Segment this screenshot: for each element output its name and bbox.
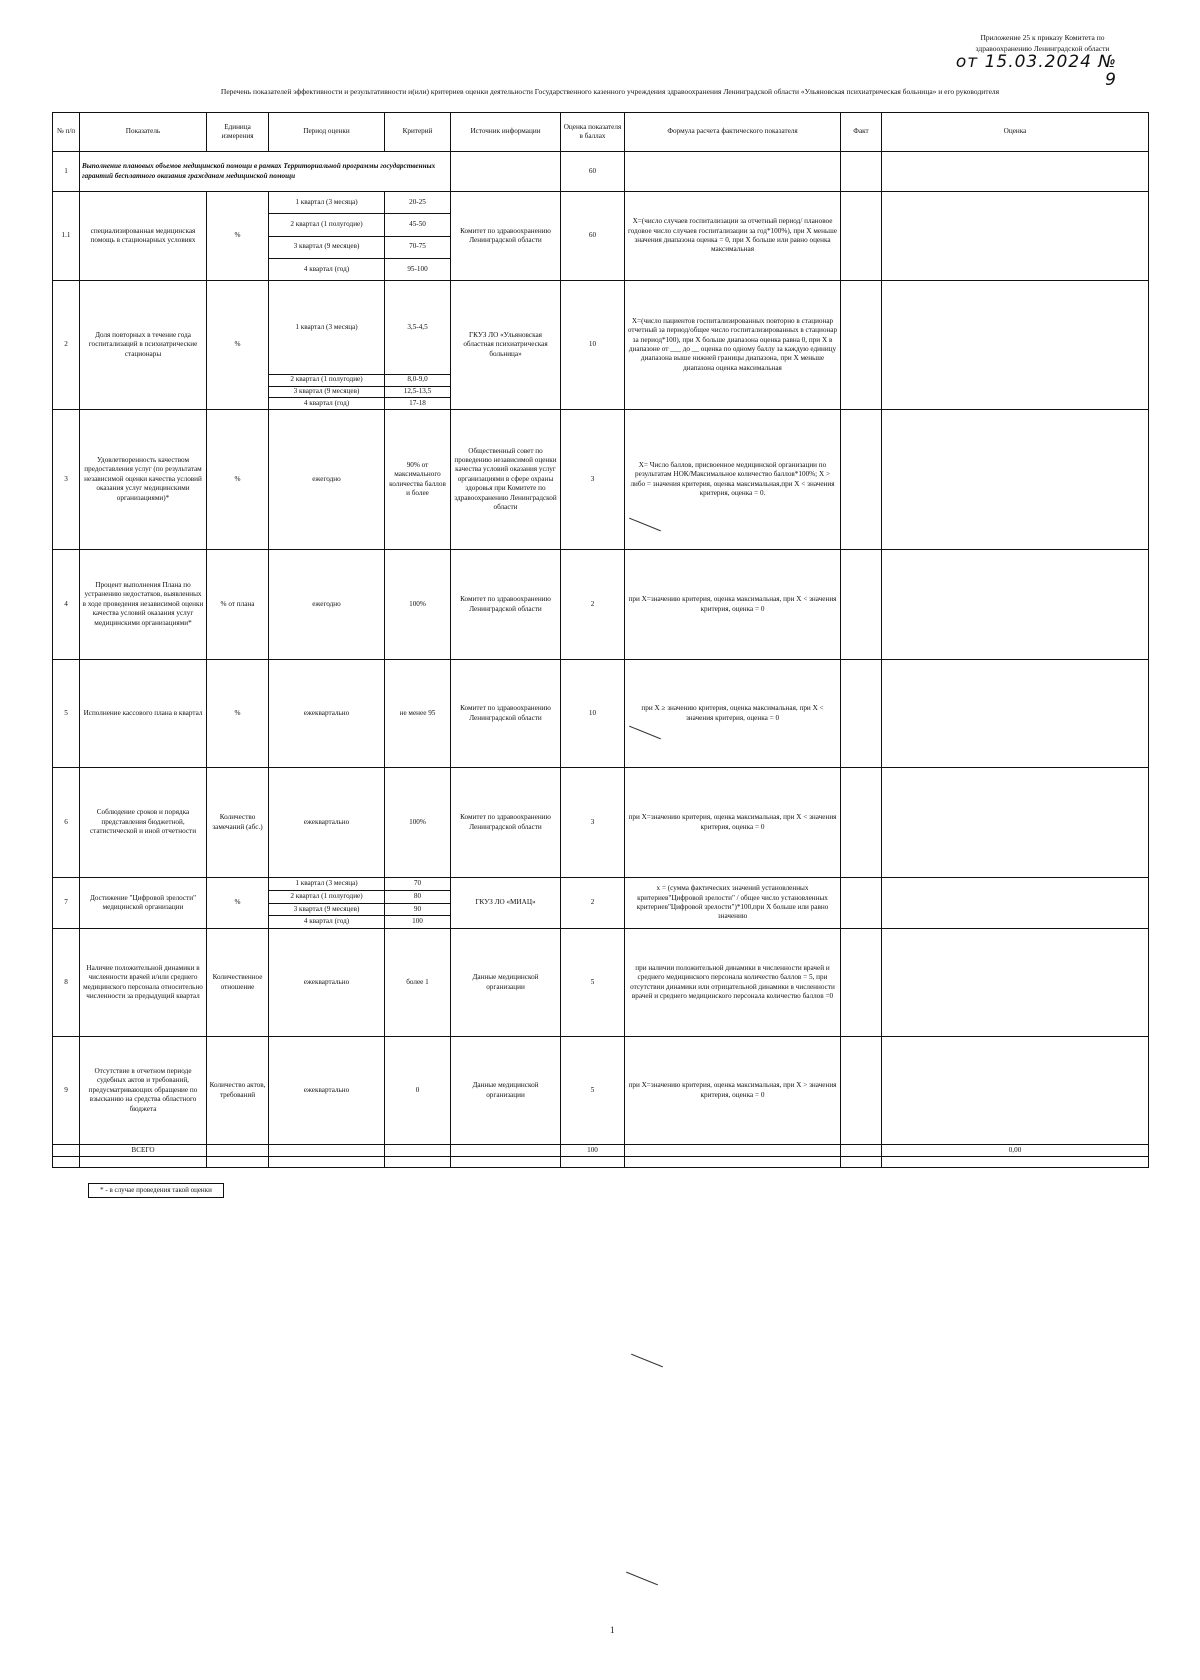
row-fact (841, 768, 882, 878)
row-fact (841, 929, 882, 1037)
col-indicator: Показатель (80, 113, 207, 152)
row-number: 5 (53, 660, 80, 768)
row-indicator: Отсутствие в отчетном периоде судебных актов и требований, предусматривающих обращение по взысканию на средства областного бюджета (80, 1037, 207, 1145)
row-score: 10 (561, 281, 625, 410)
row-periods (269, 878, 385, 929)
total-evaluation: 0,00 (882, 1145, 1149, 1157)
row-evaluation (882, 192, 1149, 281)
row-fact (841, 281, 882, 410)
row-period: ежеквартально (269, 1037, 385, 1145)
col-fact: Факт (841, 113, 882, 152)
row-unit: Количественное отношение (207, 929, 269, 1037)
period-item: 2 квартал (1 полугодие) (269, 214, 384, 236)
row-evaluation (882, 281, 1149, 410)
period-item: 2 квартал (1 полугодие) (269, 891, 384, 904)
row-number: 8 (53, 929, 80, 1037)
row-score: 60 (561, 192, 625, 281)
period-item: 1 квартал (3 месяца) (269, 192, 384, 214)
criterion-item: 95-100 (407, 264, 428, 273)
col-score: Оценка показателя в баллах (561, 113, 625, 152)
col-period: Период оценки (269, 113, 385, 152)
row-period: ежегодно (269, 550, 385, 660)
row-source: Данные медицинской организации (451, 1037, 561, 1145)
appendix-line2: здравоохранению Ленинградской области (975, 44, 1110, 53)
criterion-item: 90 (385, 904, 450, 917)
period-item: 1 квартал (3 месяца) (269, 281, 384, 375)
row-source: Общественный совет по проведению независимой оценки качества условий оказания услуг организациями в сфере охраны здоровья при Комитете по здравоохранению Ленинградской области (451, 410, 561, 550)
table-row (53, 660, 1149, 768)
col-source: Источник информации (451, 113, 561, 152)
period-item: 4 квартал (год) (303, 917, 350, 926)
footnote: * - в случае проведения такой оценки (88, 1183, 224, 1198)
scan-mark (626, 1572, 658, 1586)
col-number: № п/п (53, 113, 80, 152)
row-criterion: не менее 95 (385, 660, 451, 768)
row-source: Комитет по здравоохранению Ленинградской области (451, 550, 561, 660)
row-number: 6 (53, 768, 80, 878)
table-row (53, 281, 1149, 410)
row-criterion: более 1 (385, 929, 451, 1037)
row-formula: Х=(число пациентов госпитализированных повторно в стационар отчетный за период/общее число госпитализированных в стационар за период*100), при Х больше диапазона оценка равна 0, при Х в диапазоне от ___ до __ оценка по одному баллу за каждую единицу диапазона выше нижней границы диапазона, при Х меньше диапазона оценка максимальная (625, 281, 841, 410)
page-number: 1 (610, 1625, 615, 1635)
criterion-item: 17-18 (409, 398, 426, 407)
row-criterion: 100% (385, 550, 451, 660)
row-formula: х = (сумма фактических значений установленных критериев"Цифровой зрелости" / общее число установленных критериев"Цифровой зрелости")*100,при Х больше или равно значению (625, 878, 841, 929)
row-unit: Количество замечаний (абс.) (207, 768, 269, 878)
row-score: 2 (561, 550, 625, 660)
table-header-row (53, 113, 1149, 152)
row-score: 3 (561, 768, 625, 878)
scan-mark (631, 1354, 663, 1368)
row-score: 60 (561, 152, 625, 192)
col-unit: Единица измерения (207, 113, 269, 152)
row-evaluation (882, 550, 1149, 660)
row-source: Данные медицинской организации (451, 929, 561, 1037)
table-row (53, 410, 1149, 550)
indicators-table (52, 112, 1149, 1168)
row-unit: % (207, 281, 269, 410)
period-item: 3 квартал (9 месяцев) (269, 237, 384, 259)
row-indicator: Соблюдение сроков и порядка представления бюджетной, статистической и иной отчетности (80, 768, 207, 878)
row-indicator: Наличие положительной динамики в численности врачей и/или среднего медицинского персонала относительно численности за предыдущий квартал (80, 929, 207, 1037)
table-row (53, 929, 1149, 1037)
row-source: ГКУЗ ЛО «МИАЦ» (451, 878, 561, 929)
criterion-item: 45-50 (385, 214, 450, 236)
row-evaluation (882, 878, 1149, 929)
col-criterion: Критерий (385, 113, 451, 152)
row-number: 2 (53, 281, 80, 410)
row-evaluation (882, 152, 1149, 192)
document-title: Перечень показателей эффективности и результативности и(или) критериев оценки деятельности Государственного казенного учреждения здравоохранения Ленинградской области «Ульяновская психиатрическая больница» и его руководителя (220, 87, 1000, 96)
row-period: ежеквартально (269, 929, 385, 1037)
row-unit: % от плана (207, 550, 269, 660)
period-item: 4 квартал (год) (303, 264, 350, 273)
row-fact (841, 660, 882, 768)
criterion-item: 70-75 (385, 237, 450, 259)
row-formula: Х=(число случаев госпитализации за отчетный период/ плановое годовое число случаев госпитализации за год*100%), при Х меньше значения диапазона оценка = 0, при Х больше или равно оценка максимальная (625, 192, 841, 281)
row-criteria (385, 878, 451, 929)
row-evaluation (882, 768, 1149, 878)
row-unit: % (207, 192, 269, 281)
row-source: Комитет по здравоохранению Ленинградской области (451, 768, 561, 878)
row-evaluation (882, 410, 1149, 550)
criterion-item: 12,5-13,5 (385, 387, 450, 399)
col-formula: Формула расчета фактического показателя (625, 113, 841, 152)
appendix-line1: Приложение 25 к приказу Комитета по (980, 33, 1105, 42)
criterion-item: 70 (385, 878, 450, 891)
row-formula: при наличии положительной динамики в численности врачей и среднего медицинского персонала количество баллов = 5, при отсутствии динамики или отрицательной динамики в численности врачей и среднего медицинского персонала количество баллов =0 (625, 929, 841, 1037)
row-score: 2 (561, 878, 625, 929)
row-periods (269, 192, 385, 281)
row-score: 3 (561, 410, 625, 550)
appendix-header (950, 32, 1135, 89)
period-item: 1 квартал (3 месяца) (269, 878, 384, 891)
period-item: 3 квартал (9 месяцев) (269, 387, 384, 399)
row-source: Комитет по здравоохранению Ленинградской области (451, 192, 561, 281)
table-row (53, 550, 1149, 660)
row-number: 1.1 (53, 192, 80, 281)
row-formula: при Х=значению критерия, оценка максимальная, при Х > значения критерия, оценка = 0 (625, 1037, 841, 1145)
appendix-date: от 15.03.2024 № 9 (955, 52, 1117, 90)
row-period: ежегодно (269, 410, 385, 550)
criterion-item: 8,0-9,0 (385, 375, 450, 387)
row-fact (841, 410, 882, 550)
criterion-item: 3,5-4,5 (385, 281, 450, 375)
criterion-item: 100 (412, 917, 423, 926)
period-item: 2 квартал (1 полугодие) (269, 375, 384, 387)
row-criteria (385, 281, 451, 410)
row-period: ежеквартально (269, 768, 385, 878)
row-evaluation (882, 929, 1149, 1037)
row-formula: при Х=значению критерия, оценка максимальная, при Х < значения критерия, оценка = 0 (625, 550, 841, 660)
table-row (53, 192, 1149, 281)
row-fact (841, 192, 882, 281)
table-row (53, 878, 1149, 929)
row-formula (625, 152, 841, 192)
row-source: Комитет по здравоохранению Ленинградской области (451, 660, 561, 768)
row-criterion: 90% от максимального количества баллов и более (385, 410, 451, 550)
row-unit: % (207, 660, 269, 768)
row-periods (269, 281, 385, 410)
row-fact (841, 550, 882, 660)
row-criterion: 100% (385, 768, 451, 878)
row-indicator: Процент выполнения Плана по устранению недостатков, выявленных в ходе проведения независимой оценки качества условий оказания услуг медицинскими организациями* (80, 550, 207, 660)
row-number: 9 (53, 1037, 80, 1145)
total-row (53, 1145, 1149, 1157)
row-formula: при Х=значению критерия, оценка максимальная, при Х < значения критерия, оценка = 0 (625, 768, 841, 878)
row-formula: при Х ≥ значению критерия, оценка максимальная, при Х < значения критерия, оценка = 0 (625, 660, 841, 768)
row-formula: Х= Число баллов, присвоенное медицинской организации по результатам НОК/Максимальное количество баллов*100%; Х > либо = значения критерия, оценка максимальная,при Х < значения критерия, оценка = 0. (625, 410, 841, 550)
row-score: 5 (561, 1037, 625, 1145)
table-row-empty (53, 1157, 1149, 1168)
row-number: 3 (53, 410, 80, 550)
period-item: 4 квартал (год) (303, 398, 350, 407)
row-evaluation (882, 660, 1149, 768)
row-evaluation (882, 1037, 1149, 1145)
criterion-item: 80 (385, 891, 450, 904)
row-score: 5 (561, 929, 625, 1037)
table-row (53, 768, 1149, 878)
row-number: 1 (53, 152, 80, 192)
row-indicator: Достижение "Цифровой зрелости" медицинской организации (80, 878, 207, 929)
row-indicator: Удовлетворенность качеством предоставления услуг (по результатам независимой оценки качества условий оказания услуг медицинскими организациями)* (80, 410, 207, 550)
row-score: 10 (561, 660, 625, 768)
row-period: ежеквартально (269, 660, 385, 768)
row-unit: % (207, 410, 269, 550)
table-row (53, 1037, 1149, 1145)
total-label: ВСЕГО (80, 1145, 207, 1157)
row-indicator: Доля повторных в течение года госпитализаций в психиатрические стационары (80, 281, 207, 410)
row-number: 4 (53, 550, 80, 660)
period-item: 3 квартал (9 месяцев) (269, 904, 384, 917)
row-fact (841, 152, 882, 192)
row-number: 7 (53, 878, 80, 929)
total-score: 100 (561, 1145, 625, 1157)
row-source: ГКУЗ ЛО «Ульяновская областная психиатрическая больница» (451, 281, 561, 410)
table-row (53, 152, 1149, 192)
row-unit: % (207, 878, 269, 929)
row-fact (841, 878, 882, 929)
row-indicator: Исполнение кассового плана в квартал (80, 660, 207, 768)
row-source (451, 152, 561, 192)
row-unit: Количество актов, требований (207, 1037, 269, 1145)
row-criteria (385, 192, 451, 281)
col-evaluation: Оценка (882, 113, 1149, 152)
criterion-item: 20-25 (385, 192, 450, 214)
row-criterion: 0 (385, 1037, 451, 1145)
row-indicator: специализированная медицинская помощь в стационарных условиях (80, 192, 207, 281)
row-indicator: Выполнение плановых объемов медицинской помощи в рамках Территориальной программы государственных гарантий бесплатного оказания гражданам медицинской помощи (80, 152, 451, 192)
row-fact (841, 1037, 882, 1145)
